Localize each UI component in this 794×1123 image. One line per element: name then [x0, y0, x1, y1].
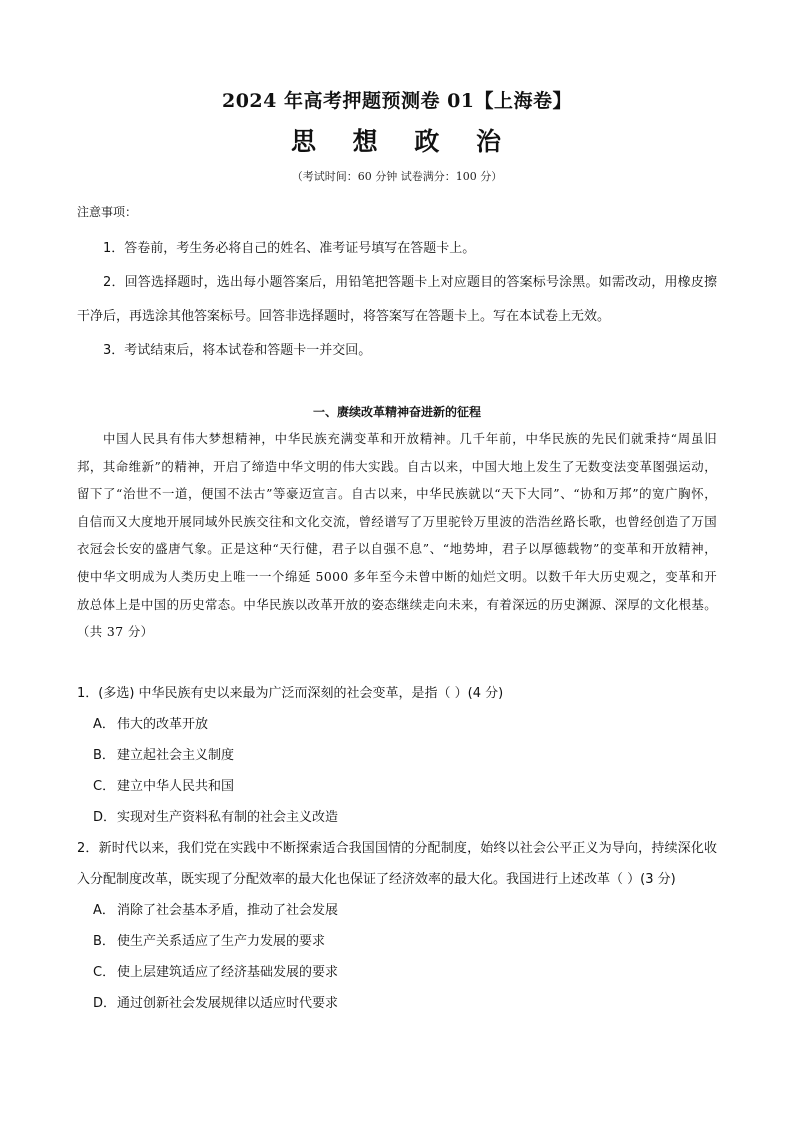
option-text: 通过创新社会发展规律以适应时代要求: [117, 996, 339, 1011]
option-text: 使生产关系适应了生产力发展的要求: [117, 934, 326, 949]
option-letter: D．: [93, 810, 117, 825]
option-text: 建立起社会主义制度: [117, 748, 235, 763]
question-stem: 2．新时代以来，我们党在实践中不断探索适合我国国情的分配制度，始终以社会公平正义为导向，持续深化收入分配制度改革，既实现了分配效率的最大化也保证了经济效率的最大化。我国进行上述改革（ ）(3 分): [77, 841, 717, 887]
option-b: [77, 740, 717, 771]
option-b: [77, 926, 717, 957]
notice-item: 1．答卷前，考生务必将自己的姓名、准考证号填写在答题卡上。: [103, 241, 476, 256]
question-stem: 1．(多选) 中华民族有史以来最为广泛而深刻的社会变革，是指（ ）(4 分): [77, 686, 504, 701]
notice-item: 3．考试结束后，将本试卷和答题卡一并交回。: [103, 343, 372, 358]
notice-item: 2．回答选择题时，选出每小题答案后，用铅笔把答题卡上对应题目的答案标号涂黑。如需改动，用橡皮擦干净后，再选涂其他答案标号。回答非选择题时，将答案写在答题卡上。写在本试卷上无效。: [77, 275, 717, 324]
option-letter: B．: [93, 748, 115, 763]
option-text: 建立中华人民共和国: [117, 779, 235, 794]
section-title: 一、赓续改革精神奋进新的征程: [312, 405, 481, 419]
exam-title: 2024 年高考押题预测卷 01【上海卷】: [221, 90, 573, 112]
option-a: [77, 895, 717, 926]
question-2: [77, 833, 717, 1019]
option-letter: A．: [93, 903, 115, 918]
question-1: [77, 678, 717, 833]
option-c: [77, 771, 717, 802]
option-letter: C．: [93, 779, 116, 794]
subject-title: 思 想 政 治: [290, 127, 516, 156]
question-list: [77, 678, 717, 1019]
option-letter: C．: [93, 965, 116, 980]
notice-heading: 注意事项：: [77, 205, 138, 219]
reading-passage: 中国人民具有伟大梦想精神，中华民族充满变革和开放精神。几千年前，中华民族的先民们就秉持“周虽旧邦，其命维新”的精神，开启了缔造中华文明的伟大实践。自古以来，中国大地上发生了无数变法变革图强运动，留下了“治世不一道，便国不法古”等豪迈宣言。自古以来，中华民族就以“天下大同”、“协和万邦”的宽广胸怀，自信而又大度地开展同域外民族交往和文化交流，曾经谱写了万里驼铃万里波的浩浩丝路长歌，也曾经创造了万国衣冠会长安的盛唐气象。正是这种“天行健，君子以自强不息”、“地势坤，君子以厚德载物”的变革和开放精神，使中华文明成为人类历史上唯一一个绵延 5000 多年至今未曾中断的灿烂文明。以数千年大历史观之，变革和开放总体上是中国的历史常态。中华民族以改革开放的姿态继续走向未来，有着深远的历史渊源、深厚的文化根基。（共 37 分）: [77, 431, 717, 640]
exam-info: （考试时间：60 分钟 试卷满分：100 分）: [291, 170, 503, 183]
option-text: 伟大的改革开放: [117, 717, 209, 732]
option-a: [77, 709, 717, 740]
option-letter: B．: [93, 934, 115, 949]
option-c: [77, 957, 717, 988]
option-text: 实现对生产资料私有制的社会主义改造: [117, 810, 339, 825]
option-d: [77, 802, 717, 833]
option-text: 使上层建筑适应了经济基础发展的要求: [117, 965, 339, 980]
option-letter: D．: [93, 996, 117, 1011]
option-text: 消除了社会基本矛盾，推动了社会发展: [117, 903, 339, 918]
notice-list: [77, 232, 717, 368]
option-d: [77, 988, 717, 1019]
option-letter: A．: [93, 717, 115, 732]
